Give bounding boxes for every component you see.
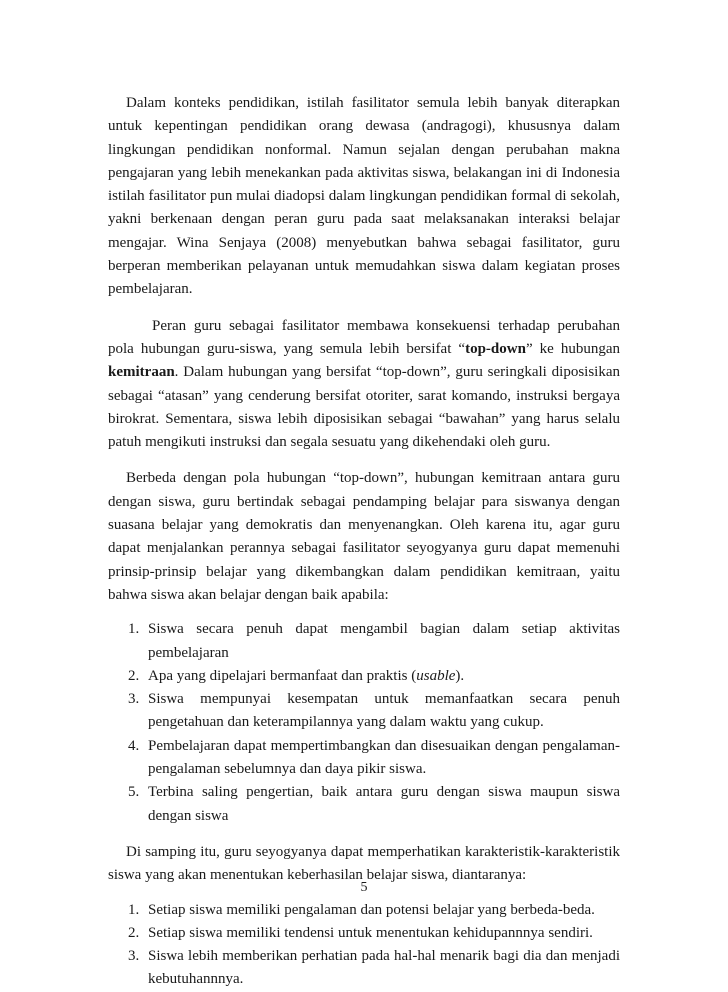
list-item-text <box>148 665 620 688</box>
list-item-number: 4. <box>128 737 140 754</box>
characteristics-list <box>108 899 620 992</box>
paragraph-text: Peran guru sebagai fasilitator membawa konsekuensi terhadap perubahan pola hubungan guru-siswa, yang semula lebih bersifat “ <box>108 317 620 357</box>
list-item-number: 2. <box>128 667 140 684</box>
list-item-number: 3. <box>128 691 140 708</box>
list-item-number: 3. <box>128 948 140 965</box>
list-item-text: Siswa mempunyai kesempatan untuk memanfaatkan secara penuh pengetahuan dan keterampilannya yang dalam waktu yang cukup. <box>148 691 620 731</box>
list-item-text: Setiap siswa memiliki pengalaman dan potensi belajar yang berbeda-beda. <box>148 901 595 918</box>
paragraph-text: . Dalam hubungan yang bersifat “top-down”, guru seringkali diposisikan sebagai “atasan” yang cenderung bersifat otoriter, sarat komando, instruksi bergaya birokrat. Sementara, siswa lebih diposisikan sebagai “bawahan” yang harus selalu patuh mengikuti instruksi dan segala sesuatu yang dikehendaki oleh guru. <box>108 364 620 451</box>
list-item <box>108 665 620 688</box>
list-item <box>108 899 620 922</box>
italic-term-usable: usable <box>416 667 456 684</box>
list-item <box>108 945 620 992</box>
list-item-number: 1. <box>128 901 140 918</box>
paragraph-karakteristik-siswa: Di samping itu, guru seyogyanya dapat memperhatikan karakteristik-karakteristik siswa yang akan menentukan keberhasilan belajar siswa, diantaranya: <box>108 843 620 884</box>
list-item-text-part: ). <box>455 667 465 684</box>
paragraph-fasilitator-konteks: Dalam konteks pendidikan, istilah fasilitator semula lebih banyak diterapkan untuk kepentingan pendidikan orang dewasa (andragogi), khususnya dalam lingkungan pendidikan nonformal. Namun sejalan dengan perubahan makna pengajaran yang lebih menekankan pada aktivitas siswa, belakangan ini di Indonesia istilah fasilitator pun mulai diadopsi dalam lingkungan pendidikan formal di sekolah, yakni berkenaan dengan peran guru pada saat melaksanakan interaksi belajar mengajar. Wina Senjaya (2008) menyebutkan bahwa sebagai fasilitator, guru berperan memberikan pelayanan untuk memudahkan siswa dalam kegiatan proses pembelajaran. <box>108 95 620 298</box>
paragraph-hubungan-kemitraan: Berbeda dengan pola hubungan “top-down”, hubungan kemitraan antara guru dengan siswa, guru bertindak sebagai pendamping belajar para siswanya dengan suasana belajar yang demokratis dan menyenangkan. Oleh karena itu, agar guru dapat menjalankan perannya sebagai fasilitator seyogyanya guru dapat memenuhi prinsip-prinsip belajar yang dikembangkan dalam pendidikan kemitraan, yaitu bahwa siswa akan belajar dengan baik apabila: <box>108 470 620 603</box>
list-item <box>108 688 620 735</box>
principles-list <box>108 618 620 828</box>
list-item-number: 5. <box>128 784 140 801</box>
list-item-text: Siswa secara penuh dapat mengambil bagian dalam setiap aktivitas pembelajaran <box>148 621 620 661</box>
list-item <box>108 735 620 782</box>
list-item-text: Pembelajaran dapat mempertimbangkan dan disesuaikan dengan pengalaman-pengalaman sebelumnya dan daya pikir siswa. <box>148 737 620 778</box>
list-item-number: 1. <box>128 621 140 638</box>
paragraph-peran-guru <box>108 315 620 455</box>
list-item-text: Siswa lebih memberikan perhatian pada hal-hal menarik bagi dia dan menjadi kebutuhannnya. <box>148 948 620 988</box>
bold-term-top-down: top-down <box>465 340 526 357</box>
bold-term-kemitraan: kemitraan <box>108 364 175 381</box>
list-item <box>108 922 620 945</box>
list-item-number: 2. <box>128 924 140 941</box>
page-number: 5 <box>360 880 368 895</box>
list-item-text-part: Apa yang dipelajari bermanfaat dan praktis ( <box>148 667 417 684</box>
list-item-text: Setiap siswa memiliki tendensi untuk menentukan kehidupannnya sendiri. <box>148 924 593 941</box>
list-item <box>108 781 620 828</box>
paragraph-text: ” ke hubungan <box>525 340 620 357</box>
list-item <box>108 618 620 665</box>
list-item-text: Terbina saling pengertian, baik antara guru dengan siswa maupun siswa dengan siswa <box>148 784 620 824</box>
